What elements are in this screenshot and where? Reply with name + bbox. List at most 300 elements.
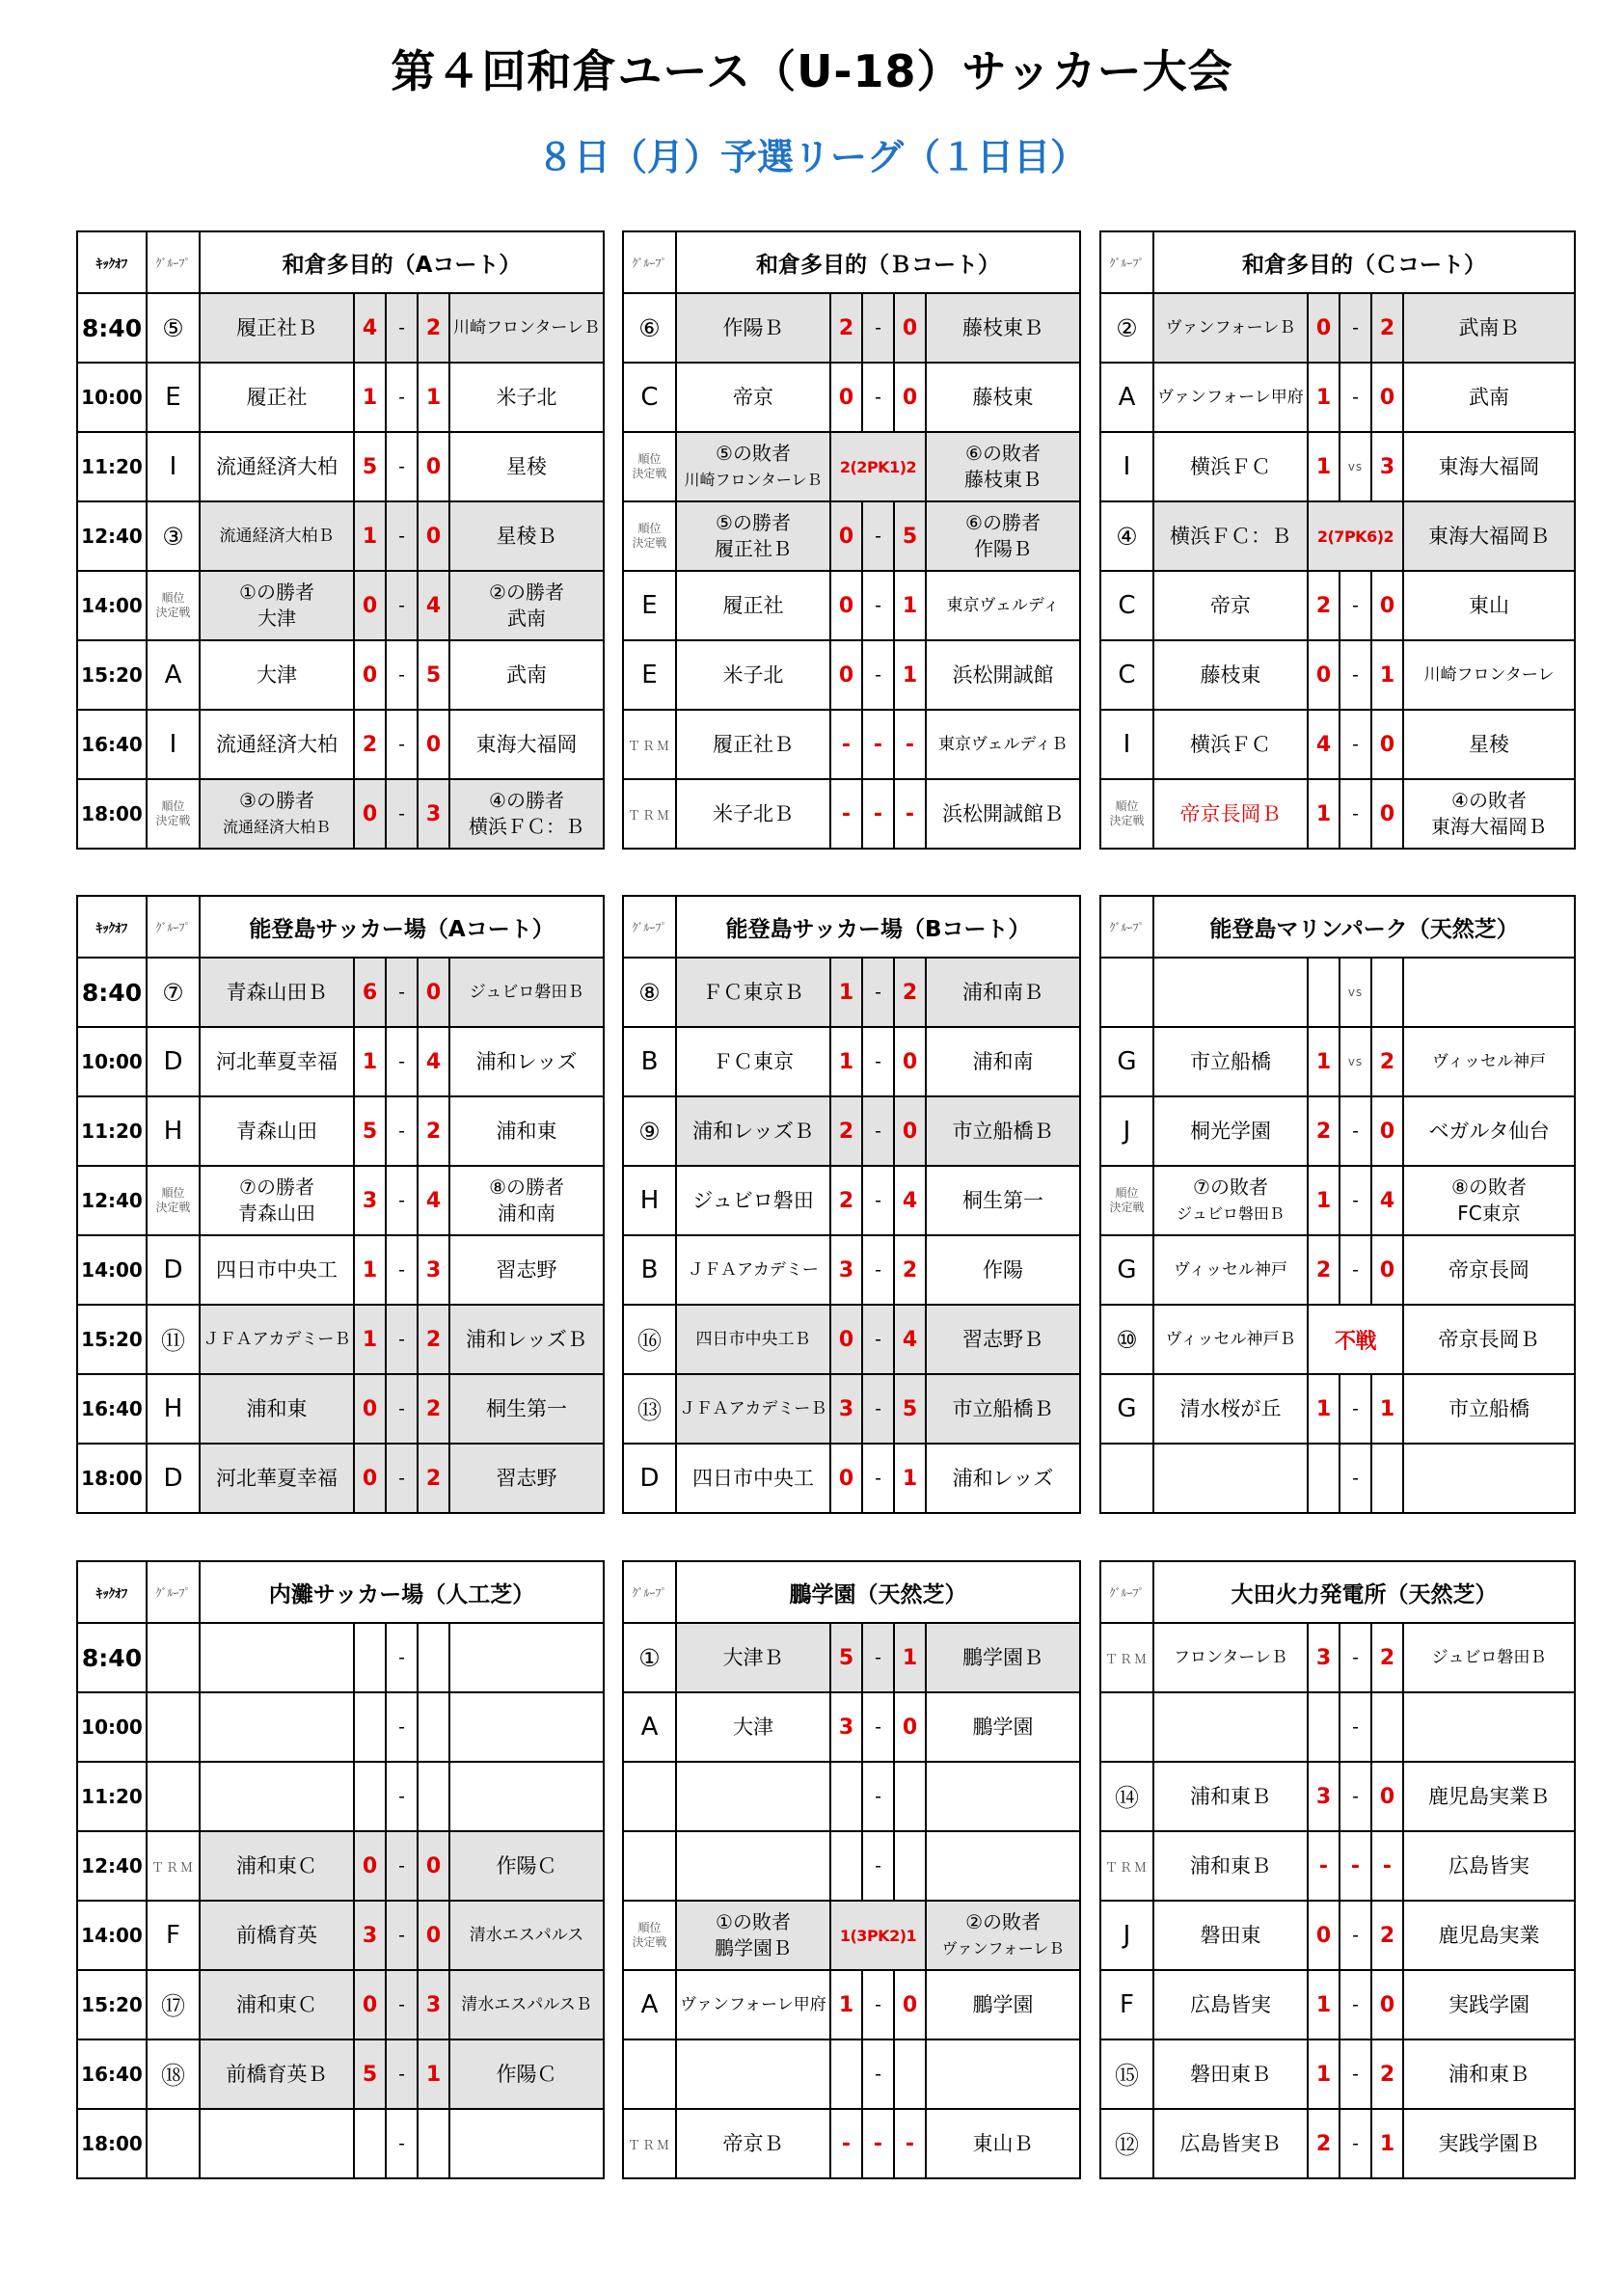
away-score: 2: [894, 1235, 926, 1305]
home-score: 2: [830, 1166, 862, 1235]
header-row: [77, 231, 604, 293]
home-score: 1: [1308, 1374, 1340, 1444]
match-row: [77, 2039, 604, 2109]
match-row: [623, 2109, 1080, 2178]
score-separator: -: [862, 958, 894, 1027]
home-score: 0: [354, 1831, 386, 1901]
kickoff-header: ｷｯｸｵﾌ: [77, 896, 147, 958]
home-score: 1: [830, 958, 862, 1027]
away-score: 2: [894, 958, 926, 1027]
group-label-2: 決定戦: [155, 606, 191, 619]
score-separator: -: [1340, 2039, 1371, 2109]
match-row: [623, 640, 1080, 710]
group-cell: ⑱: [147, 2039, 200, 2109]
away-score: 4: [894, 1166, 926, 1235]
away-team: 作陽Ｃ: [449, 1831, 604, 1901]
away-team: 浦和レッズ: [926, 1444, 1080, 1513]
score-separator: -: [386, 363, 418, 432]
home-team: 藤枝東: [1153, 640, 1308, 710]
group-cell: [623, 1901, 676, 1970]
match-row: [77, 1374, 604, 1444]
score-separator: -: [386, 501, 418, 571]
away-team: [926, 1762, 1080, 1831]
match-row: [623, 1166, 1080, 1235]
team-line-1: ⑧の敗者: [1451, 1175, 1527, 1199]
match-row: [1100, 1901, 1575, 1970]
home-score: 2: [1308, 1096, 1340, 1166]
home-score: 3: [354, 1166, 386, 1235]
group-cell: [623, 432, 676, 501]
team-line-1: ⑥の敗者: [965, 442, 1041, 465]
team-line-1: ①の勝者: [239, 581, 314, 604]
kickoff-header: ｷｯｸｵﾌ: [77, 1561, 147, 1623]
match-row: [1100, 432, 1575, 501]
score-separator: -: [862, 1166, 894, 1235]
score-separator: -: [386, 779, 418, 849]
score-separator: -: [1340, 571, 1371, 640]
home-score: 1: [1308, 432, 1340, 501]
home-score: 1: [354, 1235, 386, 1305]
away-score: 2: [418, 1096, 449, 1166]
kickoff-time: 15:20: [77, 1305, 147, 1374]
kickoff-time: 16:40: [77, 1374, 147, 1444]
kickoff-header: ｷｯｸｵﾌ: [77, 231, 147, 293]
away-score: 4: [418, 1027, 449, 1096]
venue-title: 能登島サッカー場（Bコート）: [676, 896, 1080, 958]
group-cell: [623, 501, 676, 571]
match-row: [77, 1305, 604, 1374]
away-score: 2: [418, 293, 449, 363]
kickoff-time: 10:00: [77, 1027, 147, 1096]
away-team: 習志野: [449, 1444, 604, 1513]
home-score: 3: [354, 1901, 386, 1970]
away-team: [926, 432, 1080, 501]
kickoff-time: 14:00: [77, 571, 147, 640]
match-row: [623, 710, 1080, 779]
group-cell: ①: [623, 1623, 676, 1692]
home-team: [1153, 958, 1308, 1027]
match-row: [77, 1623, 604, 1692]
away-score: [1371, 958, 1403, 1027]
group-cell: [623, 1762, 676, 1831]
away-score: 0: [1371, 1762, 1403, 1831]
home-score: 1: [1308, 1166, 1340, 1235]
away-team: 鵬学園: [926, 1692, 1080, 1762]
away-team: 浦和レッズＢ: [449, 1305, 604, 1374]
page-title: 第４回和倉ユース（U-18）サッカー大会: [391, 45, 1233, 97]
home-score: [1308, 958, 1340, 1027]
home-score: 3: [830, 1692, 862, 1762]
kickoff-time: 15:20: [77, 640, 147, 710]
header-row: [623, 231, 1080, 293]
score-separator: -: [862, 1831, 894, 1901]
match-row: [623, 1444, 1080, 1513]
home-team: [1153, 1692, 1308, 1762]
match-row: [77, 2109, 604, 2178]
away-team: 市立船橋Ｂ: [926, 1374, 1080, 1444]
away-team: ヴィッセル神戸: [1403, 1027, 1575, 1096]
home-team: 流通経済大柏: [200, 432, 354, 501]
score-separator: -: [862, 710, 894, 779]
home-team: 横浜ＦＣ: [1153, 710, 1308, 779]
home-score: [354, 1623, 386, 1692]
home-team: 帝京Ｂ: [676, 2109, 830, 2178]
home-score: 0: [354, 571, 386, 640]
team-line-2: 青森山田: [238, 1202, 315, 1225]
score-separator: -: [386, 1831, 418, 1901]
home-team: [1153, 1444, 1308, 1513]
score-separator: vs: [1340, 432, 1371, 501]
home-team: 作陽Ｂ: [676, 293, 830, 363]
score-separator: -: [386, 1444, 418, 1513]
away-team: 習志野: [449, 1235, 604, 1305]
group-cell: G: [1100, 1374, 1153, 1444]
home-team: 浦和レッズＢ: [676, 1096, 830, 1166]
group-cell: A: [147, 640, 200, 710]
group-cell: ＴＲＭ: [623, 2109, 676, 2178]
group-cell: ⑮: [1100, 2039, 1153, 2109]
home-score: 0: [830, 501, 862, 571]
kickoff-time: 18:00: [77, 779, 147, 849]
group-cell: ②: [1100, 293, 1153, 363]
group-cell: [1100, 958, 1153, 1027]
score-separator: -: [386, 1692, 418, 1762]
group-cell: ＴＲＭ: [1100, 1623, 1153, 1692]
group-label-1: 順位: [637, 452, 662, 466]
score-separator: -: [386, 1166, 418, 1235]
home-team: [200, 2109, 354, 2178]
home-team: 履正社: [200, 363, 354, 432]
group-cell: ⑤: [147, 293, 200, 363]
away-score: [894, 1831, 926, 1901]
score-separator: -: [386, 1901, 418, 1970]
match-row: [623, 1762, 1080, 1831]
group-label-1: 順位: [1115, 799, 1139, 813]
group-label-1: 順位: [637, 1921, 662, 1934]
score-separator: -: [386, 432, 418, 501]
away-score: 0: [1371, 1970, 1403, 2039]
score-separator: -: [1340, 1831, 1371, 1901]
score-separator: -: [1340, 1166, 1371, 1235]
away-score: 5: [418, 640, 449, 710]
match-row: [1100, 1831, 1575, 1901]
away-team: [449, 571, 604, 640]
away-score: 2: [1371, 1027, 1403, 1096]
home-team: [676, 1901, 830, 1970]
group-label-1: 順位: [161, 1186, 185, 1200]
team-line-2: 鵬学園Ｂ: [715, 1936, 792, 1959]
match-row: [623, 293, 1080, 363]
group-cell: ⑫: [1100, 2109, 1153, 2178]
home-score: 1: [830, 1970, 862, 2039]
away-score: -: [894, 2109, 926, 2178]
venue-title: 能登島サッカー場（Aコート）: [200, 896, 604, 958]
away-team: 東海大福岡: [1403, 432, 1575, 501]
home-team: [676, 501, 830, 571]
group-label-2: 決定戦: [155, 1201, 191, 1214]
score-separator: -: [1340, 1692, 1371, 1762]
away-team: 東海大福岡Ｂ: [1403, 501, 1575, 571]
home-team: [676, 432, 830, 501]
kickoff-time: 12:40: [77, 501, 147, 571]
match-row: [623, 1096, 1080, 1166]
home-team: [676, 2039, 830, 2109]
home-score: 4: [354, 293, 386, 363]
home-team: 帝京: [1153, 571, 1308, 640]
group-cell: G: [1100, 1235, 1153, 1305]
group-cell: ⑬: [623, 1374, 676, 1444]
away-score: 1: [418, 2039, 449, 2109]
match-row: [623, 1027, 1080, 1096]
home-team: 広島皆実Ｂ: [1153, 2109, 1308, 2178]
score-separator: -: [862, 501, 894, 571]
away-score: 0: [894, 1096, 926, 1166]
venue-title: 和倉多目的（Ｂコート）: [676, 231, 1080, 293]
away-team: 川崎フロンターレＢ: [449, 293, 604, 363]
group-cell: C: [1100, 640, 1153, 710]
team-line-2: ヴァンフォーレＢ: [941, 1939, 1065, 1958]
group-header: ｸﾞﾙｰﾌﾟ: [147, 1561, 200, 1623]
team-line-1: ②の勝者: [489, 581, 564, 604]
home-team: ＦＣ東京: [676, 1027, 830, 1096]
home-team: 履正社: [676, 571, 830, 640]
away-score: [418, 1692, 449, 1762]
score-separator: -: [386, 571, 418, 640]
score-separator: -: [386, 640, 418, 710]
away-score: [418, 2109, 449, 2178]
home-score: 0: [830, 1444, 862, 1513]
group-cell: [147, 1692, 200, 1762]
group-cell: ⑨: [623, 1096, 676, 1166]
score-separator: -: [1340, 1623, 1371, 1692]
away-team: [449, 1762, 604, 1831]
away-team: [1403, 1166, 1575, 1235]
home-score: 0: [830, 1305, 862, 1374]
home-team: ヴァンフォーレ甲府: [1153, 363, 1308, 432]
home-score: 1: [1308, 779, 1340, 849]
home-team: 前橋育英Ｂ: [200, 2039, 354, 2109]
match-row: [1100, 640, 1575, 710]
home-team: 帝京: [676, 363, 830, 432]
away-score: [1371, 1444, 1403, 1513]
home-team: 横浜ＦＣ：Ｂ: [1153, 501, 1308, 571]
match-row: [77, 1692, 604, 1762]
venue-title: 鵬学園（天然芝）: [676, 1561, 1080, 1623]
group-label-1: 順位: [637, 522, 662, 535]
home-score: 5: [354, 1096, 386, 1166]
group-cell: F: [147, 1901, 200, 1970]
home-team: 浦和東Ｂ: [1153, 1831, 1308, 1901]
score-separator: -: [862, 1374, 894, 1444]
away-score: 4: [418, 571, 449, 640]
group-cell: E: [623, 640, 676, 710]
away-team: ジュビロ磐田Ｂ: [1403, 1623, 1575, 1692]
home-score: 2: [1308, 1235, 1340, 1305]
away-team: [449, 779, 604, 849]
group-label-2: 決定戦: [632, 467, 667, 480]
match-row: [1100, 1096, 1575, 1166]
home-score: 1: [830, 1027, 862, 1096]
venue-title: 大田火力発電所（天然芝）: [1153, 1561, 1575, 1623]
kickoff-time: 15:20: [77, 1970, 147, 2039]
home-team: ヴィッセル神戸: [1153, 1235, 1308, 1305]
home-team: フロンターレＢ: [1153, 1623, 1308, 1692]
away-score: 0: [1371, 710, 1403, 779]
home-team: [200, 1692, 354, 1762]
away-team: 東海大福岡: [449, 710, 604, 779]
kickoff-time: 12:40: [77, 1831, 147, 1901]
match-row: [1100, 1970, 1575, 2039]
group-cell: ⑪: [147, 1305, 200, 1374]
home-score: 0: [830, 571, 862, 640]
home-score: 2: [1308, 571, 1340, 640]
away-team: [449, 1166, 604, 1235]
match-row: [623, 1305, 1080, 1374]
home-team: 四日市中央工: [676, 1444, 830, 1513]
team-line-2: 作陽Ｂ: [974, 537, 1032, 560]
team-line-2: 浦和南: [498, 1202, 556, 1225]
kickoff-time: 8:40: [77, 293, 147, 363]
group-cell: ④: [1100, 501, 1153, 571]
match-row: [1100, 1444, 1575, 1513]
away-team: 浜松開誠館: [926, 640, 1080, 710]
match-row: [623, 1831, 1080, 1901]
header-row: [1100, 1561, 1575, 1623]
home-team: [676, 1831, 830, 1901]
away-team: 東山Ｂ: [926, 2109, 1080, 2178]
away-team: 星稜: [449, 432, 604, 501]
group-cell: [147, 779, 200, 849]
home-team: [200, 1623, 354, 1692]
team-line-1: ③の勝者: [239, 789, 314, 812]
away-team: 帝京長岡Ｂ: [1403, 1305, 1575, 1374]
team-line-1: ④の勝者: [489, 789, 564, 812]
away-team: ベガルタ仙台: [1403, 1096, 1575, 1166]
away-score: -: [894, 710, 926, 779]
away-score: 0: [418, 710, 449, 779]
home-score: 2: [830, 293, 862, 363]
away-team: 川崎フロンターレ: [1403, 640, 1575, 710]
team-line-2: 横浜ＦＣ：Ｂ: [469, 815, 585, 838]
group-header: ｸﾞﾙｰﾌﾟ: [1100, 1561, 1153, 1623]
home-team: 磐田東Ｂ: [1153, 2039, 1308, 2109]
home-team: [1153, 1166, 1308, 1235]
venue-title: 和倉多目的（Ｃコート）: [1153, 231, 1575, 293]
match-row: [77, 958, 604, 1027]
score-separator: -: [862, 1235, 894, 1305]
away-score: 0: [894, 293, 926, 363]
group-header: ｸﾞﾙｰﾌﾟ: [147, 896, 200, 958]
home-score: -: [1308, 1831, 1340, 1901]
score-separator: -: [386, 1096, 418, 1166]
away-score: 2: [418, 1444, 449, 1513]
home-team: 青森山田Ｂ: [200, 958, 354, 1027]
match-row: [623, 1901, 1080, 1970]
score-separator: -: [862, 363, 894, 432]
group-cell: G: [1100, 1027, 1153, 1096]
score-separator: -: [862, 1623, 894, 1692]
match-row: [623, 1374, 1080, 1444]
match-row: [77, 571, 604, 640]
group-label-1: 順位: [161, 591, 185, 605]
score-separator: -: [386, 1027, 418, 1096]
away-team: 東京ヴェルディＢ: [926, 710, 1080, 779]
group-cell: E: [147, 363, 200, 432]
away-score: [894, 2039, 926, 2109]
match-row: [1100, 710, 1575, 779]
group-cell: [147, 1166, 200, 1235]
kickoff-time: 14:00: [77, 1235, 147, 1305]
home-score: 2: [1308, 2109, 1340, 2178]
score-separator: -: [1340, 363, 1371, 432]
home-score: 6: [354, 958, 386, 1027]
kickoff-time: 11:20: [77, 1762, 147, 1831]
group-header: ｸﾞﾙｰﾌﾟ: [147, 231, 200, 293]
away-team: 実践学園Ｂ: [1403, 2109, 1575, 2178]
group-cell: ⑧: [623, 958, 676, 1027]
away-score: 5: [894, 1374, 926, 1444]
home-team: 米子北: [676, 640, 830, 710]
away-team: 武南: [449, 640, 604, 710]
home-team: ヴィッセル神戸Ｂ: [1153, 1305, 1308, 1374]
away-score: 4: [894, 1305, 926, 1374]
group-cell: [1100, 779, 1153, 849]
group-cell: [147, 1762, 200, 1831]
away-team: 市立船橋Ｂ: [926, 1096, 1080, 1166]
match-row: [77, 1831, 604, 1901]
team-line-2: 川崎フロンターレＢ: [684, 471, 823, 489]
home-team: 浦和東Ｂ: [1153, 1762, 1308, 1831]
match-row: [77, 363, 604, 432]
group-cell: H: [147, 1096, 200, 1166]
kickoff-time: 16:40: [77, 2039, 147, 2109]
home-team: 帝京長岡Ｂ: [1153, 779, 1308, 849]
match-row: [77, 432, 604, 501]
match-result: 不戦: [1308, 1305, 1403, 1374]
group-header: ｸﾞﾙｰﾌﾟ: [623, 1561, 676, 1623]
home-team: ＪＦＡアカデミーＢ: [200, 1305, 354, 1374]
away-team: 米子北: [449, 363, 604, 432]
venue-title: 能登島マリンパーク（天然芝）: [1153, 896, 1575, 958]
schedule-table-1: [76, 230, 605, 850]
group-label-1: 順位: [161, 799, 185, 813]
home-team: 清水桜が丘: [1153, 1374, 1308, 1444]
team-line-2: 武南: [507, 607, 547, 630]
group-label-2: 決定戦: [155, 814, 191, 827]
away-team: 鹿児島実業Ｂ: [1403, 1762, 1575, 1831]
match-row: [623, 571, 1080, 640]
match-row: [77, 779, 604, 849]
group-cell: ＴＲＭ: [147, 1831, 200, 1901]
match-row: [1100, 958, 1575, 1027]
score-separator: -: [1340, 2109, 1371, 2178]
group-cell: D: [147, 1027, 200, 1096]
away-score: 1: [418, 363, 449, 432]
home-score: 0: [354, 1374, 386, 1444]
away-score: 2: [1371, 293, 1403, 363]
group-header: ｸﾞﾙｰﾌﾟ: [1100, 896, 1153, 958]
group-cell: F: [1100, 1970, 1153, 2039]
away-score: 0: [418, 501, 449, 571]
away-score: 1: [1371, 2109, 1403, 2178]
home-score: 1: [1308, 363, 1340, 432]
away-team: 藤枝東Ｂ: [926, 293, 1080, 363]
kickoff-time: 8:40: [77, 958, 147, 1027]
group-cell: ＴＲＭ: [623, 710, 676, 779]
home-team: [676, 1762, 830, 1831]
away-score: -: [894, 779, 926, 849]
schedule-table-5: [622, 895, 1081, 1514]
